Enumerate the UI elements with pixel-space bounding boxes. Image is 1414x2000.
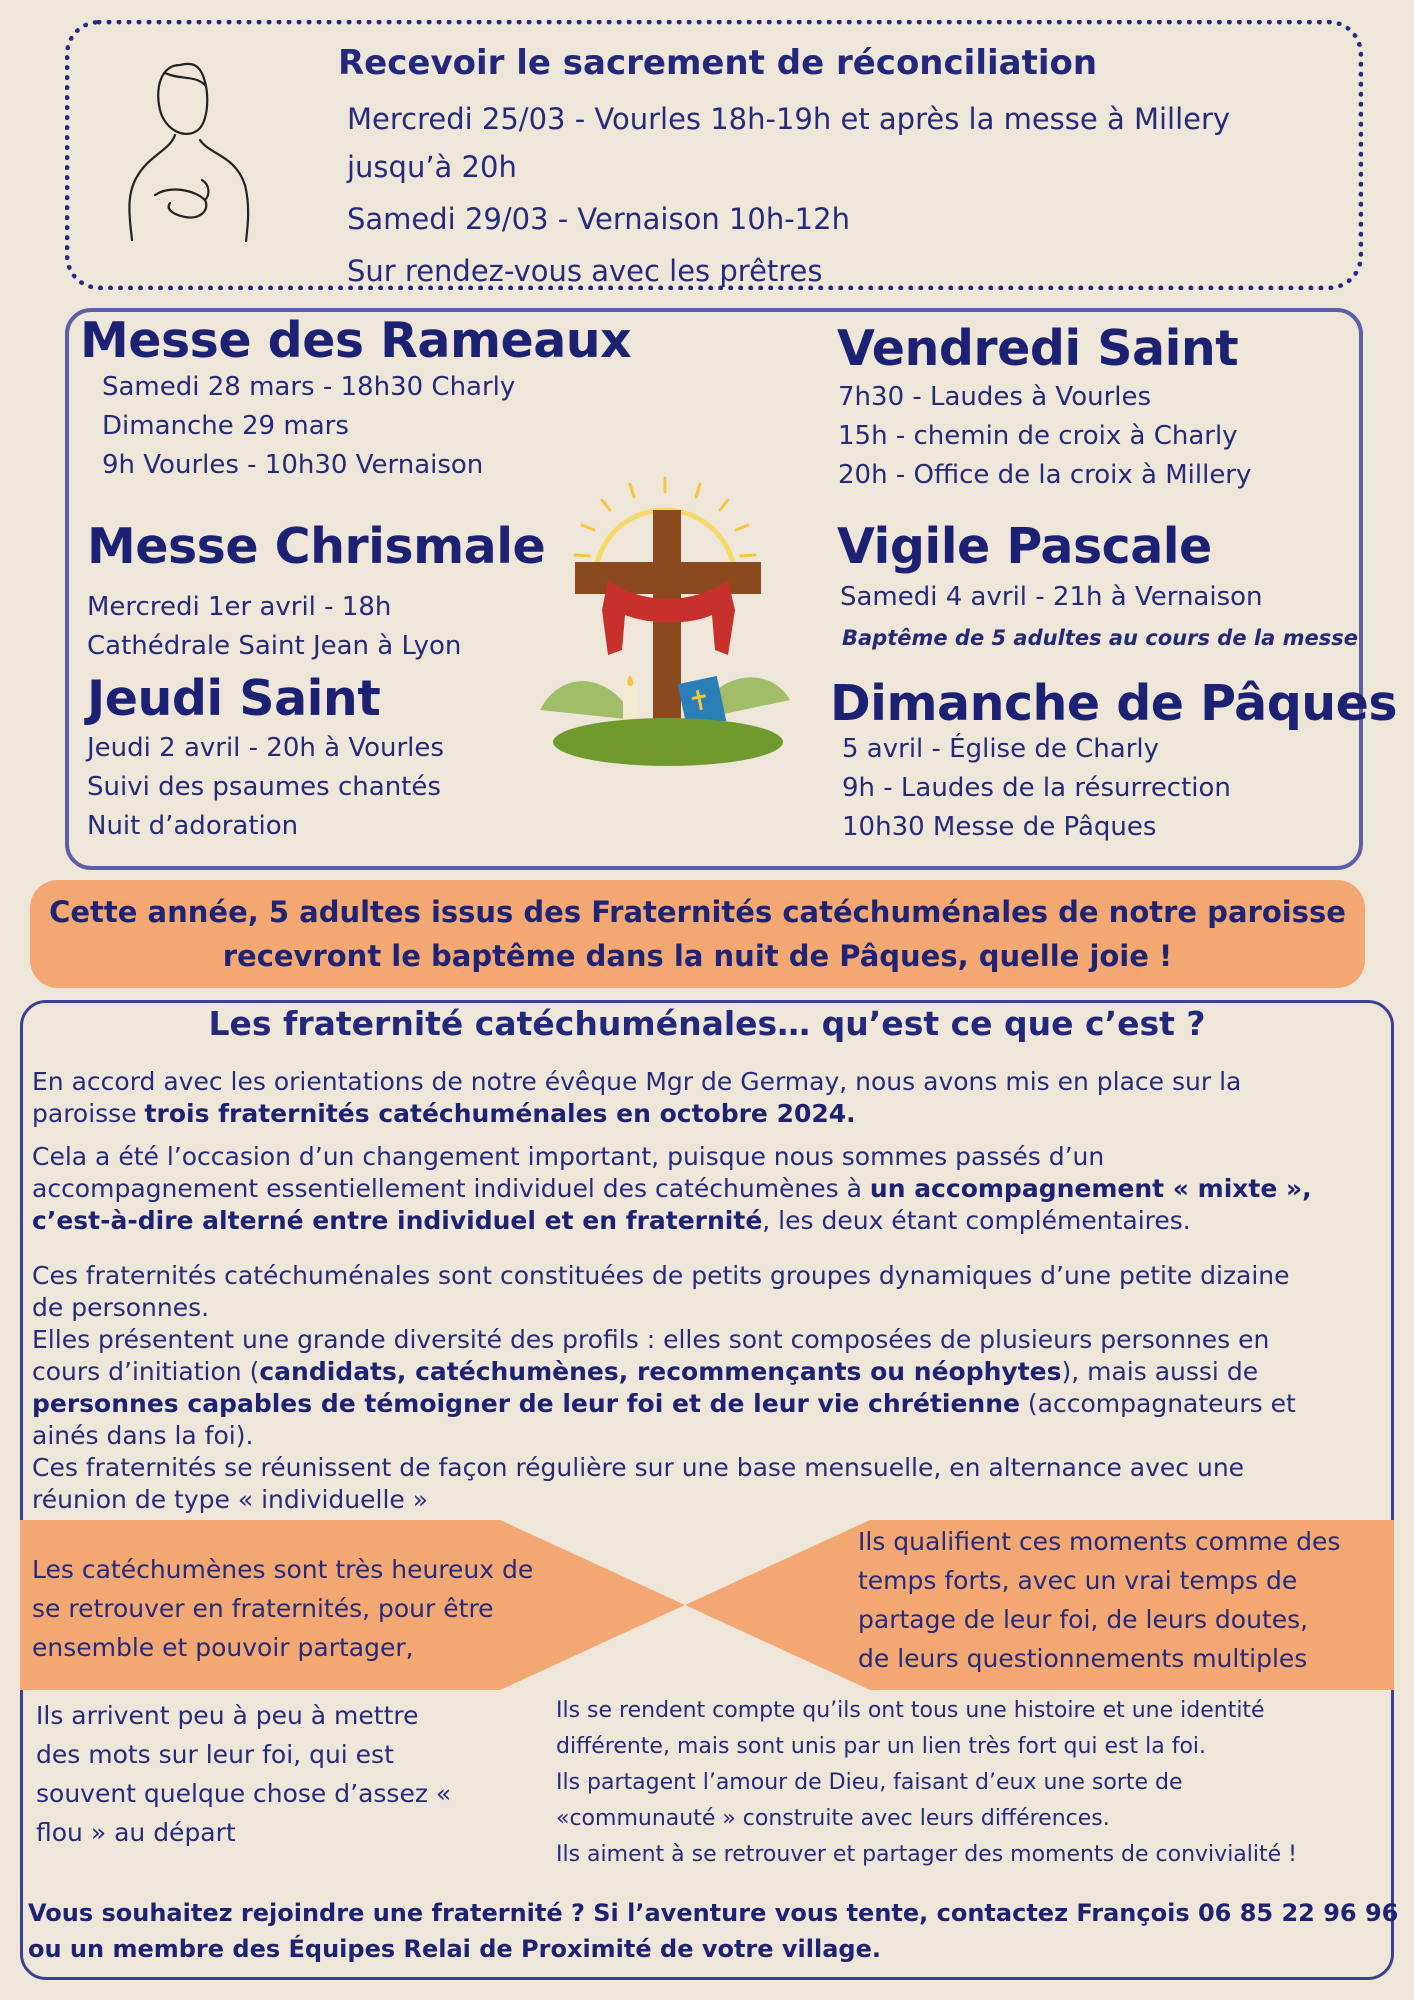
text-line: différente, mais sont unis par un lien très fort qui est la foi.: [556, 1734, 1207, 1759]
banner-line: recevront le baptême dans la nuit de Pâques, quelle joie !: [222, 939, 1173, 973]
text-line: cours d’initiation (candidats, catéchumènes, recommençants ou néophytes), mais aussi de: [32, 1357, 1259, 1386]
text-line: souvent quelque chose d’assez «: [36, 1779, 452, 1808]
text-line: Ils se rendent compte qu’ils ont tous une histoire et une identité: [556, 1698, 1265, 1723]
text-line: Ils aiment à se retrouver et partager des moments de convivialité !: [556, 1842, 1297, 1867]
event-line: Nuit d’adoration: [87, 811, 299, 841]
text-line: réunion de type « individuelle »: [32, 1485, 429, 1514]
event-line: Samedi 28 mars - 18h30 Charly: [102, 372, 516, 402]
reconciliation-title: Recevoir le sacrement de réconciliation: [338, 43, 1098, 83]
chrismale-lines: [87, 588, 461, 666]
vigile-title: Vigile Pascale: [837, 518, 1212, 575]
text-line: de personnes.: [32, 1293, 210, 1322]
rameaux-title: Messe des Rameaux: [80, 312, 632, 369]
bow-left-text: [32, 1550, 533, 1667]
paques-title: Dimanche de Pâques: [830, 675, 1398, 732]
event-line: 15h - chemin de croix à Charly: [838, 421, 1238, 451]
reconciliation-line: jusqu’à 20h: [347, 150, 517, 184]
event-line: 9h Vourles - 10h30 Vernaison: [102, 450, 484, 480]
confession-person-illustration: [110, 45, 260, 245]
paragraph-1: [32, 1066, 1377, 1130]
vendredi-title: Vendredi Saint: [837, 320, 1239, 377]
event-line: 20h - Office de la croix à Millery: [838, 460, 1252, 490]
text-line: Elles présentent une grande diversité des profils : elles sont composées de plusieurs personnes en: [32, 1325, 1270, 1354]
event-line: Cathédrale Saint Jean à Lyon: [87, 631, 462, 661]
reconciliation-line: Mercredi 25/03 - Vourles 18h-19h et après la messe à Millery: [347, 102, 1231, 136]
baptism-note: Baptême de 5 adultes au cours de la messe: [842, 626, 1358, 650]
text-line: Vous souhaitez rejoindre une fraternité ? Si l’aventure vous tente, contactez François 06 85 22 96 96: [28, 1899, 1399, 1927]
reconciliation-line: Samedi 29/03 - Vernaison 10h-12h: [347, 202, 850, 236]
left-column: [36, 1696, 451, 1852]
text-line: se retrouver en fraternités, pour être: [32, 1594, 494, 1623]
text-line: Les catéchumènes sont très heureux de: [32, 1555, 534, 1584]
text-line: Ils arrivent peu à peu à mettre: [36, 1701, 419, 1730]
jeudi-lines: [87, 729, 444, 846]
text-line: Ces fraternités catéchuménales sont constituées de petits groupes dynamiques d’une petite dizaine: [32, 1261, 1290, 1290]
event-line: Suivi des psaumes chantés: [87, 772, 441, 802]
chrismale-title: Messe Chrismale: [87, 518, 546, 575]
text-line: personnes capables de témoigner de leur foi et de leur vie chrétienne (accompagnateurs et: [32, 1389, 1296, 1418]
event-line: Jeudi 2 avril - 20h à Vourles: [87, 733, 444, 763]
text-line: Ils qualifient ces moments comme des: [858, 1527, 1341, 1556]
text-line: ensemble et pouvoir partager,: [32, 1633, 414, 1662]
baptism-banner: [30, 880, 1365, 988]
text-line: Ils partagent l’amour de Dieu, faisant d’eux une sorte de: [556, 1770, 1183, 1795]
reconciliation-line: Sur rendez-vous avec les prêtres: [347, 254, 823, 288]
vendredi-lines: [838, 378, 1251, 495]
text-line: ainés dans la foi).: [32, 1421, 254, 1450]
event-line: 7h30 - Laudes à Vourles: [838, 382, 1152, 412]
bow-right-text: [858, 1522, 1340, 1678]
event-line: Samedi 4 avril - 21h à Vernaison: [840, 582, 1263, 612]
vigile-lines: [840, 578, 1358, 658]
banner-line: Cette année, 5 adultes issus des Fraternités catéchuménales de notre paroisse: [49, 895, 1346, 929]
event-line: 9h - Laudes de la résurrection: [842, 773, 1231, 803]
text-line: de leurs questionnements multiples: [858, 1644, 1308, 1673]
jeudi-title: Jeudi Saint: [87, 670, 381, 727]
text-line: Cela a été l’occasion d’un changement important, puisque nous sommes passés d’un: [32, 1142, 1105, 1171]
text-line: ou un membre des Équipes Relai de Proximité de votre village.: [28, 1935, 881, 1963]
paragraph-2: [32, 1141, 1377, 1237]
text-line: accompagnement essentiellement individuel des catéchumènes à un accompagnement « mixte »,: [32, 1174, 1312, 1203]
right-column: [556, 1693, 1297, 1873]
text-line: Ces fraternités se réunissent de façon régulière sur une base mensuelle, en alternance avec une: [32, 1453, 1245, 1482]
text-line: flou » au départ: [36, 1818, 236, 1847]
reconciliation-box: [65, 20, 1363, 290]
rameaux-lines: [102, 368, 515, 485]
text-line: En accord avec les orientations de notre évêque Mgr de Germay, nous avons mis en place sur la: [32, 1067, 1242, 1096]
contact-text: [28, 1895, 1398, 1967]
paques-lines: [842, 730, 1231, 847]
easter-cross-illustration: [500, 470, 830, 770]
event-line: Mercredi 1er avril - 18h: [87, 592, 392, 622]
paragraph-3: [32, 1260, 1377, 1516]
reconciliation-lines: [347, 95, 1230, 295]
event-line: 10h30 Messe de Pâques: [842, 812, 1157, 842]
text-line: paroisse trois fraternités catéchuménales en octobre 2024.: [32, 1099, 856, 1128]
text-line: c’est-à-dire alterné entre individuel et en fraternité, les deux étant complémentaires.: [32, 1206, 1191, 1235]
text-line: temps forts, avec un vrai temps de: [858, 1566, 1298, 1595]
event-line: Dimanche 29 mars: [102, 411, 349, 441]
text-line: partage de leur foi, de leurs doutes,: [858, 1605, 1309, 1634]
text-line: «communauté » construite avec leurs différences.: [556, 1806, 1110, 1831]
event-line: 5 avril - Église de Charly: [842, 734, 1159, 764]
text-line: des mots sur leur foi, qui est: [36, 1740, 394, 1769]
fraternity-title: Les fraternité catéchuménales… qu’est ce que c’est ?: [208, 1004, 1206, 1043]
